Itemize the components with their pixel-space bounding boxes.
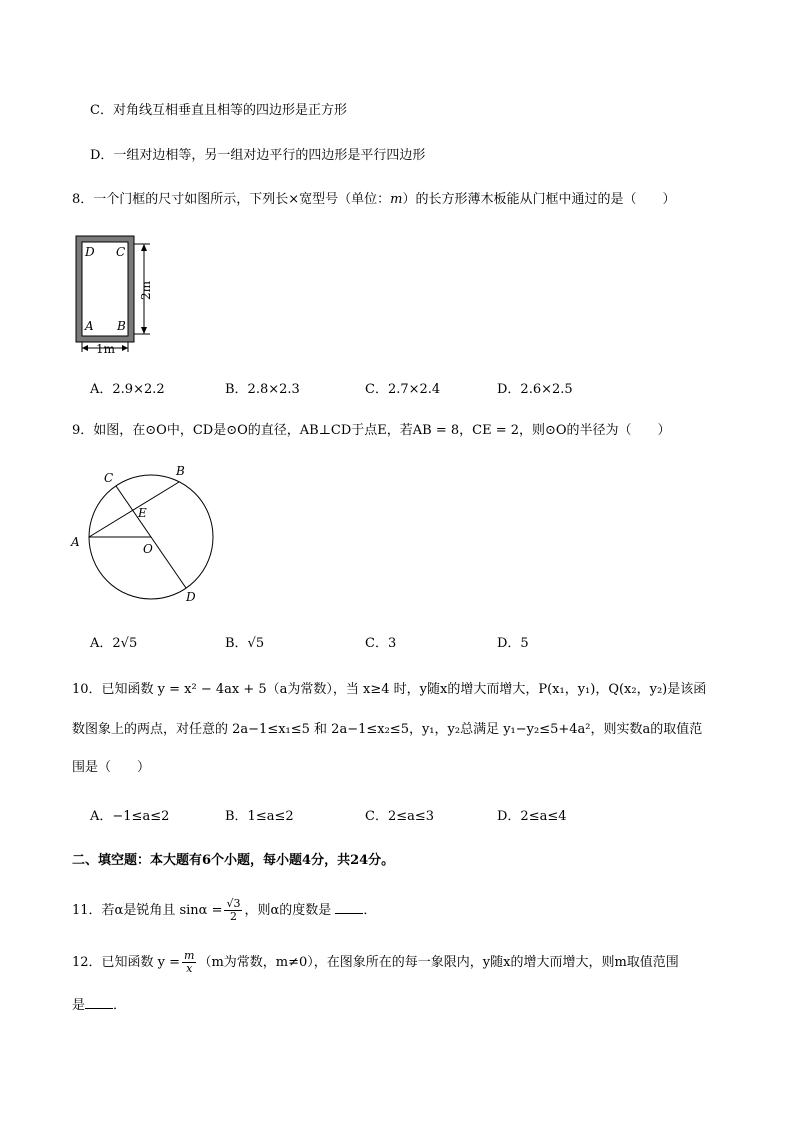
label-c: C	[104, 471, 114, 485]
q9-option-d: D．5	[497, 636, 529, 651]
q8-stem-part-b: ）的长方形薄木板能从门框中通过的是（ ）	[402, 192, 676, 207]
q10-line1: 10．已知函数 y = x² − 4ax + 5（a为常数），当 x≥4 时，y随x的增大而增大，P(x₁，y₁)，Q(x₂，y₂)是该函	[72, 682, 707, 697]
q8-option-c: C．2.7×2.4	[365, 382, 441, 397]
q10-option-d: D．2≤a≤4	[497, 809, 567, 824]
height-arrow-bottom	[141, 327, 147, 334]
label-c: C	[116, 245, 126, 259]
label-o: O	[143, 542, 153, 556]
q9-stem: 9．如图，在⊙O中，CD是⊙O的直径，AB⊥CD于点E，若AB = 8，CE = 2，则⊙O的半径为（ ）	[72, 423, 671, 438]
q7-option-c: C．对角线互相垂直且相等的四边形是正方形	[90, 103, 347, 118]
q10-option-b: B．1≤a≤2	[225, 809, 294, 824]
label-b: B	[117, 319, 126, 333]
q7-option-d: D．一组对边相等，另一组对边平行的四边形是平行四边形	[90, 148, 426, 163]
q12-end: ．	[113, 998, 127, 1013]
q12-line2	[72, 996, 126, 1014]
label-d: D	[186, 590, 196, 604]
section2-heading: 二、填空题：本大题有6个小题，每小题4分，共24分。	[72, 853, 395, 868]
q12-prefix: 12．已知函数 y =	[72, 955, 181, 970]
label-d: D	[85, 245, 95, 259]
q8-stem	[72, 192, 676, 208]
q12-suffix: （m为常数，m≠0），在图象所在的每一象限内，y随x的增大而增大，则m取值范围	[198, 955, 679, 970]
q11-answer-blank[interactable]	[335, 901, 363, 914]
q10-line2: 数图象上的两点，对任意的 2a−1≤x₁≤5 和 2a−1≤x₂≤5，y₁，y₂总满足 y₁−y₂≤5+4a²，则实数a的取值范	[72, 722, 703, 737]
q11-prefix: 11．若α是锐角且 sinα =	[72, 903, 223, 918]
width-arrow-right	[122, 345, 128, 351]
q11-stem	[72, 896, 376, 926]
q12-answer-blank[interactable]	[85, 996, 113, 1009]
q9-option-a: A．2√5	[90, 636, 138, 651]
q10-option-c: C．2≤a≤3	[365, 809, 435, 824]
q12-frac-den: x	[186, 962, 193, 975]
q11-end: ．	[363, 903, 377, 918]
q12-fraction	[182, 950, 196, 975]
q11-frac-num: √3	[226, 897, 241, 910]
label-e: E	[138, 506, 147, 520]
q8-stem-unit: m	[390, 192, 403, 207]
q9-option-c: C．3	[365, 636, 397, 651]
height-arrow-top	[141, 244, 147, 251]
label-a: A	[71, 535, 80, 549]
height-label: 2m	[139, 280, 153, 300]
q12-line2-text: 是	[72, 998, 86, 1013]
label-b: B	[176, 464, 185, 478]
q11-fraction	[224, 898, 242, 923]
chord-ab	[89, 482, 179, 537]
width-label: 1m	[96, 342, 116, 356]
q9-circle-figure	[66, 460, 226, 610]
width-arrow-left	[82, 345, 88, 351]
q10-line3: 围是（ ）	[72, 760, 151, 775]
q11-suffix: ，则α的度数是	[244, 903, 332, 918]
q8-stem-part-a: 8．一个门框的尺寸如图所示，下列长×宽型号（单位：	[72, 192, 391, 207]
q8-door-frame-figure	[70, 232, 160, 357]
q8-option-b: B．2.8×2.3	[225, 382, 300, 397]
q9-option-b: B．√5	[225, 636, 265, 651]
q10-option-a: A．−1≤a≤2	[90, 809, 170, 824]
label-a: A	[85, 319, 94, 333]
q12-frac-num: m	[184, 949, 195, 962]
q12-stem	[72, 948, 679, 978]
q8-option-d: D．2.6×2.5	[497, 382, 573, 397]
q8-option-a: A．2.9×2.2	[90, 382, 165, 397]
q11-frac-den: 2	[229, 910, 237, 923]
